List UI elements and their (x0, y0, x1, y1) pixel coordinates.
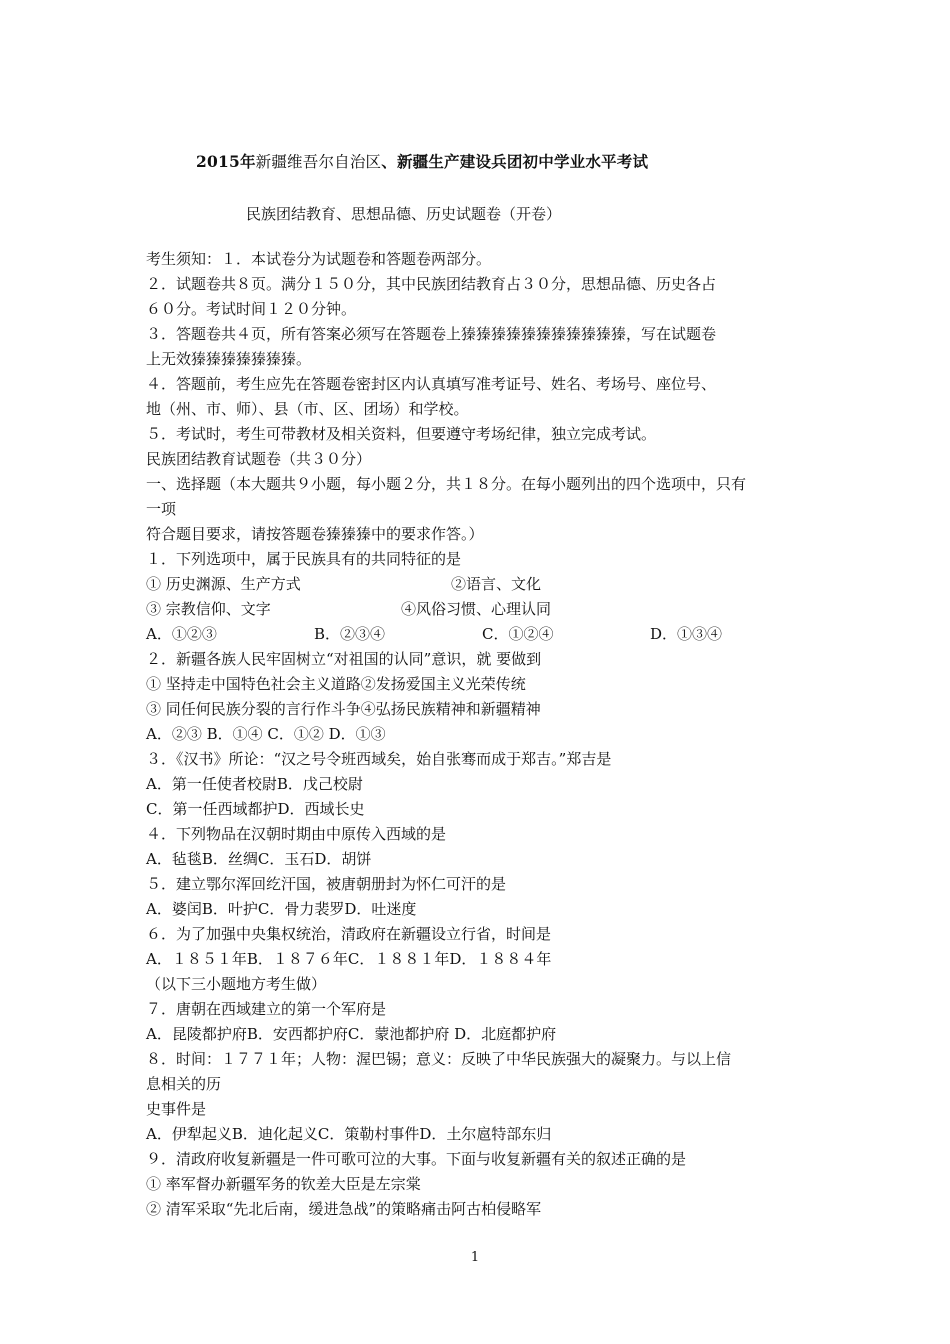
notice-line: ２．试题卷共８页。满分１５０分，其中民族团结教育占３０分，思想品德、历史各占 (146, 275, 717, 293)
title-region: 新疆维吾尔自治区 (255, 153, 382, 171)
answer-options: A．伊犁起义B．迪化起义C．策勒村事件D．土尔扈特部东归 (146, 1125, 552, 1143)
question-stem: ２．新疆各族人民牢固树立“对祖国的认同”意识，就 要做到 (146, 650, 542, 668)
local-note: （以下三小题地方考生做） (146, 975, 327, 993)
notice-line: 考生须知：１．本试卷分为试题卷和答题卷两部分。 (146, 250, 492, 268)
section-intro: 符合题目要求，请按答题卷獉獉獉中的要求作答。） (146, 525, 484, 543)
answer-options: C．第一任西域都护D．西域长史 (146, 800, 365, 818)
option-b: B．②③④ (314, 625, 386, 643)
option-a: A．①②③ (146, 625, 217, 643)
question-stem: 息相关的历 (146, 1075, 222, 1093)
option-c: C．①②④ (482, 625, 554, 643)
section-intro: 一、选择题（本大题共９小题，每小题２分，共１８分。在每小题列出的四个选项中，只有 (146, 475, 747, 493)
section-heading: 民族团结教育试题卷（共３０分） (146, 450, 372, 468)
question-stem: ３．《汉书》所论：“汉之号令班西域矣，始自张骞而成于郑吉。”郑吉是 (146, 750, 612, 768)
exam-subtitle: 民族团结教育、思想品德、历史试题卷（开卷） (246, 205, 562, 223)
answer-options: A．毡毯B．丝绸C．玉石D．胡饼 (146, 850, 372, 868)
notice-line: ６０分。考试时间１２０分钟。 (146, 300, 357, 318)
question-item: ④风俗习惯、心理认同 (401, 600, 552, 618)
question-item: ② 清军采取“先北后南，缓进急战”的策略痛击阿古柏侵略军 (146, 1200, 542, 1218)
question-item: ① 坚持走中国特色社会主义道路②发扬爱国主义光荣传统 (146, 675, 526, 693)
question-stem: ６．为了加强中央集权统治，清政府在新疆设立行省，时间是 (146, 925, 552, 943)
page-number: 1 (470, 1250, 480, 1265)
question-items (146, 572, 816, 597)
question-stem: ７．唐朝在西域建立的第一个军府是 (146, 1000, 387, 1018)
notice-line: ５．考试时，考生可带教材及相关资料，但要遵守考场纪律，独立完成考试。 (146, 425, 657, 443)
notice-line: ３．答题卷共４页，所有答案必须写在答题卷上獉獉獉獉獉獉獉獉獉獉獉，写在试题卷 (146, 325, 717, 343)
notice-line: ４．答题前，考生应先在答题卷密封区内认真填写准考证号、姓名、考场号、座位号、 (146, 375, 717, 393)
section-intro: 一项 (146, 500, 177, 518)
notice-line: 地（州、市、师）、县（市、区、团场）和学校。 (146, 400, 469, 418)
question-items (146, 597, 816, 622)
option-d: D．①③④ (650, 625, 723, 643)
title-separator: 、 (381, 152, 397, 171)
answer-options: A．婆闰B．叶护C．骨力裴罗D．吐迷度 (146, 900, 417, 918)
title-year: 2015年 (196, 152, 256, 171)
question-item: ③ 同任何民族分裂的言行作斗争④弘扬民族精神和新疆精神 (146, 700, 541, 718)
question-stem: ５．建立鄂尔浑回纥汗国，被唐朝册封为怀仁可汗的是 (146, 875, 507, 893)
question-stem: 史事件是 (146, 1100, 207, 1118)
exam-title (196, 150, 648, 172)
question-stem: ９．清政府收复新疆是一件可歌可泣的大事。下面与收复新疆有关的叙述正确的是 (146, 1150, 687, 1168)
question-stem: ８．时间：１７７１年；人物：渥巴锡；意义：反映了中华民族强大的凝聚力。与以上信 (146, 1050, 732, 1068)
question-item: ① 历史渊源、生产方式 (146, 575, 301, 593)
question-item: ②语言、文化 (451, 575, 542, 593)
answer-options: A．１８５１年B．１８７６年C．１８８１年D．１８８４年 (146, 950, 552, 968)
answer-options: A．第一任使者校尉B．戊己校尉 (146, 775, 363, 793)
answer-options (146, 622, 816, 647)
answer-options: A．②③ B．①④ C．①② D．①③ (146, 725, 386, 743)
question-stem: １．下列选项中，属于民族具有的共同特征的是 (146, 550, 462, 568)
answer-options: A．昆陵都护府B．安西都护府C．蒙池都护府 D．北庭都护府 (146, 1025, 557, 1043)
notice-line: 上无效獉獉獉獉獉獉獉。 (146, 350, 312, 368)
question-item: ③ 宗教信仰、文字 (146, 600, 271, 618)
question-stem: ４．下列物品在汉朝时期由中原传入西域的是 (146, 825, 447, 843)
document-body (146, 247, 816, 1222)
question-item: ① 率军督办新疆军务的钦差大臣是左宗棠 (146, 1175, 421, 1193)
title-main: 新疆生产建设兵团初中学业水平考试 (396, 152, 649, 171)
